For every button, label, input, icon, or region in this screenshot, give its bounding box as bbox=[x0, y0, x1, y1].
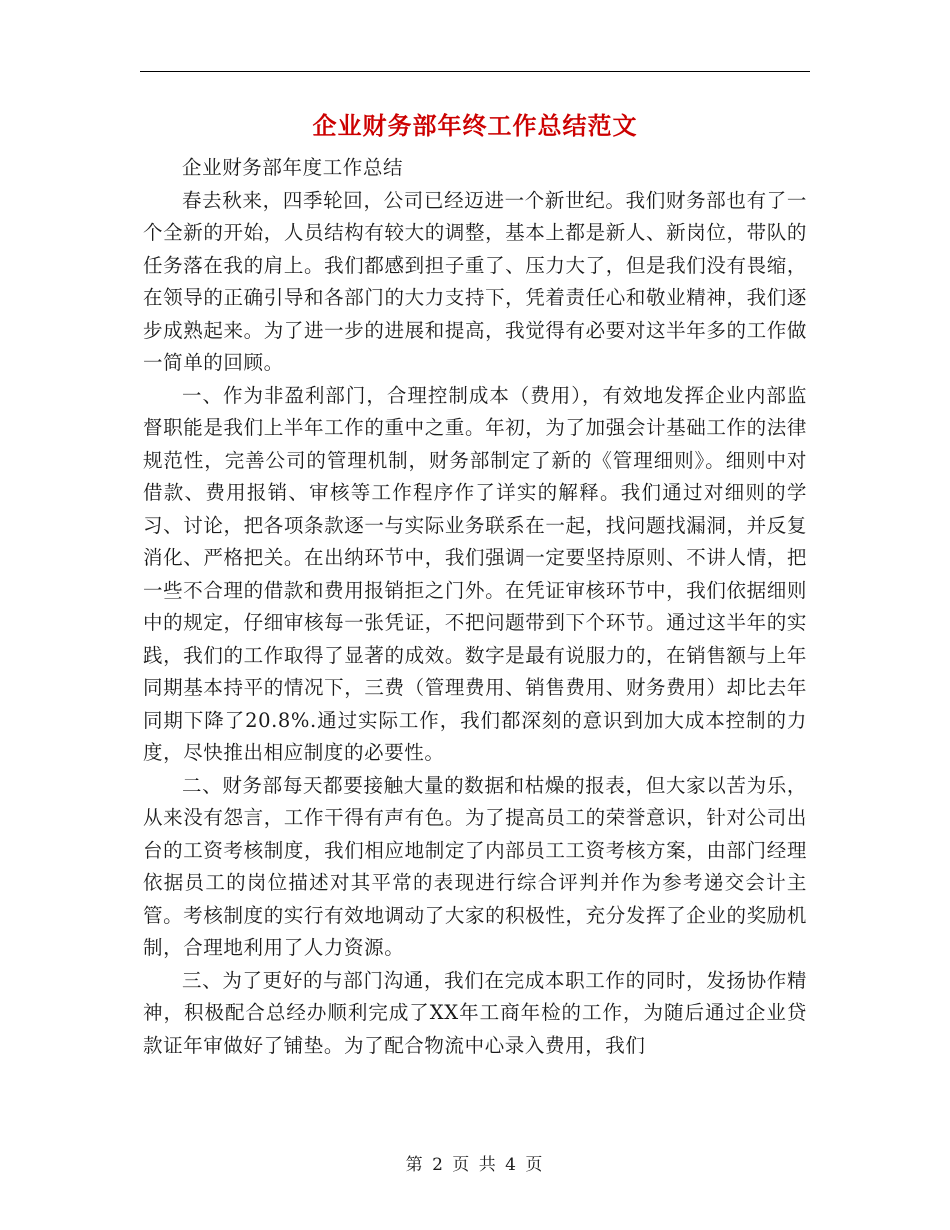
paragraph-section-1: 一、作为非盈利部门，合理控制成本（费用），有效地发挥企业内部监督职能是我们上半年工作的重中之重。年初，为了加强会计基础工作的法律规范性，完善公司的管理机制，财务部制定了新的《管理细则》。细则中对借款、费用报销、审核等工作程序作了详实的解释。我们通过对细则的学习、讨论，把各项条款逐一与实际业务联系在一起，找问题找漏洞，并反复消化、严格把关。在出纳环节中，我们强调一定要坚持原则、不讲人情，把一些不合理的借款和费用报销拒之门外。在凭证审核环节中，我们依据细则中的规定，仔细审核每一张凭证，不把问题带到下个环节。通过这半年的实践，我们的工作取得了显著的成效。数字是最有说服力的，在销售额与上年同期基本持平的情况下，三费（管理费用、销售费用、财务费用）却比去年同期下降了20.8%.通过实际工作，我们都深刻的意识到加大成本控制的力度，尽快推出相应制度的必要性。 bbox=[143, 383, 807, 764]
paragraph-section-3: 三、为了更好的与部门沟通，我们在完成本职工作的同时，发扬协作精神，积极配合总经办顺利完成了XX年工商年检的工作，为随后通过企业贷款证年审做好了铺垫。为了配合物流中心录入费用，我们 bbox=[143, 968, 807, 1057]
document-body bbox=[143, 152, 807, 1062]
paragraph-section-2: 二、财务部每天都要接触大量的数据和枯燥的报表，但大家以苦为乐，从来没有怨言，工作干得有声有色。为了提高员工的荣誉意识，针对公司出台的工资考核制度，我们相应地制定了内部员工工资考核方案，由部门经理依据员工的岗位描述对其平常的表现进行综合评判并作为参考递交会计主管。考核制度的实行有效地调动了大家的积极性，充分发挥了企业的奖励机制，合理地利用了人力资源。 bbox=[143, 773, 807, 959]
paragraph-intro: 春去秋来，四季轮回，公司已经迈进一个新世纪。我们财务部也有了一个全新的开始，人员结构有较大的调整，基本上都是新人、新岗位，带队的任务落在我的肩上。我们都感到担子重了、压力大了，但是我们没有畏缩，在领导的正确引导和各部门的大力支持下，凭着责任心和敬业精神，我们逐步成熟起来。为了进一步的进展和提高，我觉得有必要对这半年多的工作做一简单的回顾。 bbox=[143, 188, 807, 374]
document-title: 企业财务部年终工作总结范文 bbox=[312, 111, 638, 140]
document-subtitle: 企业财务部年度工作总结 bbox=[182, 156, 404, 179]
header-rule bbox=[140, 71, 810, 72]
page-number: 第 2 页 共 4 页 bbox=[405, 1155, 545, 1175]
